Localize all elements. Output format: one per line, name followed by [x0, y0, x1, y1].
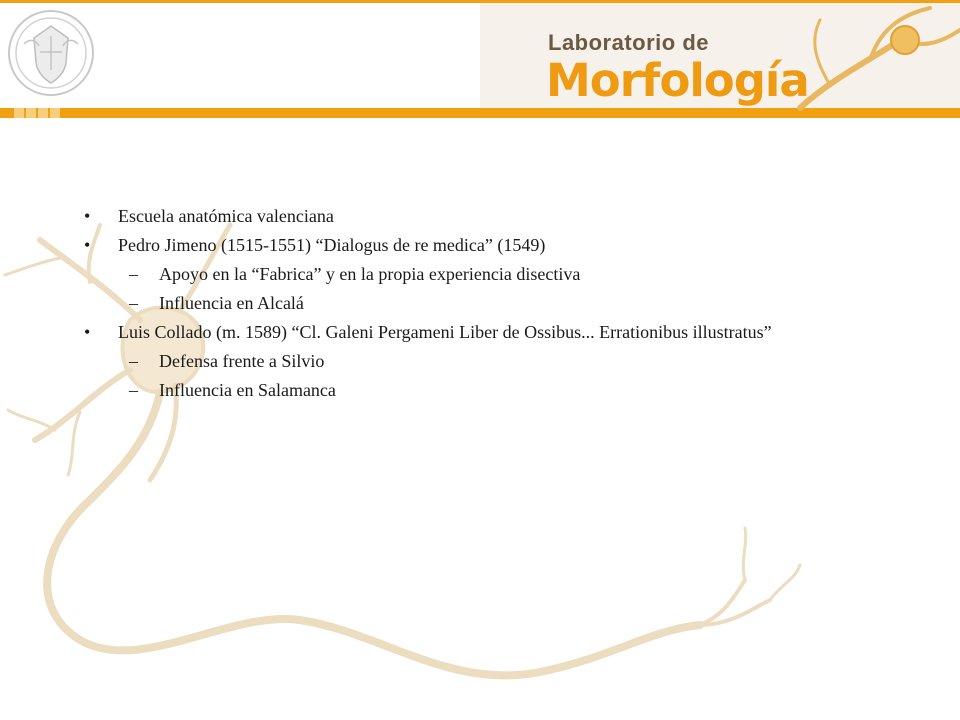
- bullet-marker: •: [84, 206, 91, 226]
- bullet-text: Pedro Jimeno (1515-1551) “Dialogus de re medica” (1549): [118, 235, 546, 255]
- bullet-item: [84, 206, 864, 226]
- sub-bullet-item: [84, 264, 864, 284]
- sub-bullet-item: [84, 351, 864, 371]
- dash-marker: –: [129, 264, 138, 284]
- bullet-item: [84, 235, 864, 255]
- dash-marker: –: [129, 293, 138, 313]
- header-banner: [0, 0, 960, 120]
- bullet-text: Escuela anatómica valenciana: [118, 206, 334, 226]
- dash-marker: –: [129, 380, 138, 400]
- sub-bullet-text: Influencia en Salamanca: [159, 380, 336, 400]
- slide-content: [84, 206, 864, 409]
- header-lab-label: Laboratorio de: [548, 30, 710, 55]
- header-title: Morfología: [546, 54, 809, 107]
- sub-bullet-text: Apoyo en la “Fabrica” y en la propia experiencia disectiva: [159, 264, 581, 284]
- bullet-marker: •: [84, 235, 91, 255]
- sub-bullet-item: [84, 380, 864, 400]
- university-seal-icon: [6, 8, 96, 98]
- dash-marker: –: [129, 351, 138, 371]
- bullet-item: [84, 322, 864, 342]
- sub-bullet-item: [84, 293, 864, 313]
- sub-bullet-text: Influencia en Alcalá: [159, 293, 304, 313]
- bullet-text: Luis Collado (m. 1589) “Cl. Galeni Pergameni Liber de Ossibus... Errationibus illustratus”: [118, 322, 772, 342]
- bullet-marker: •: [84, 322, 91, 342]
- sub-bullet-text: Defensa frente a Silvio: [159, 351, 325, 371]
